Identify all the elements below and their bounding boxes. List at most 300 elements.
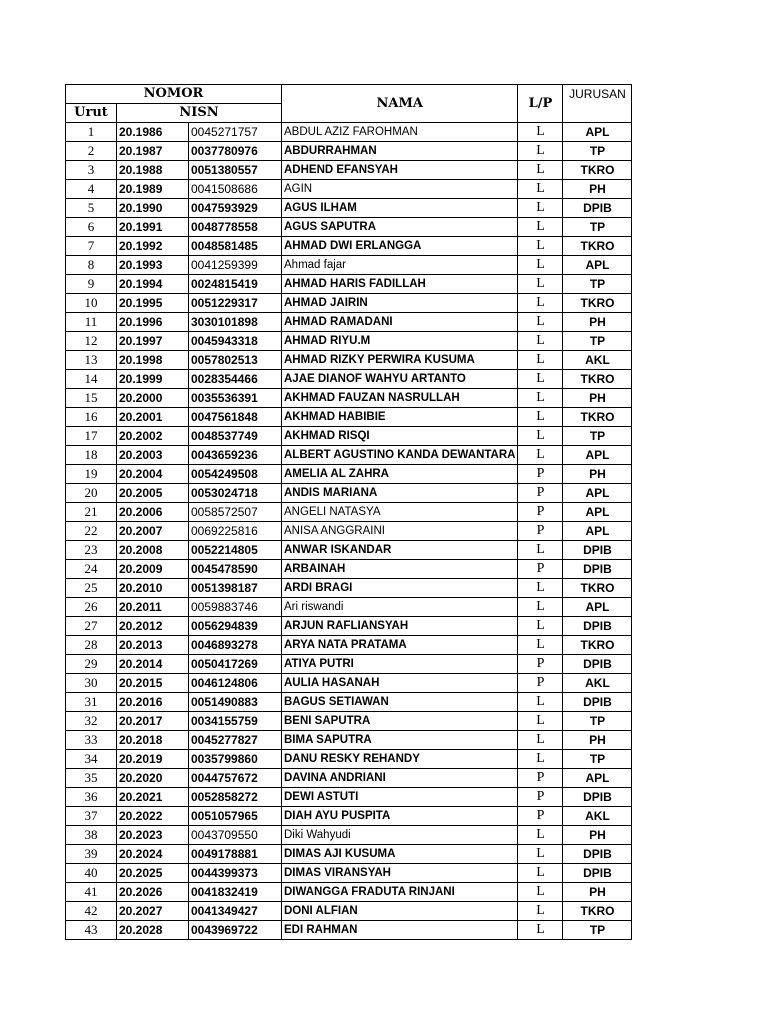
table-row — [66, 313, 632, 332]
table-row — [66, 503, 632, 522]
cell-nama: ANGELI NATASYA — [282, 503, 518, 522]
cell-lp: L — [518, 845, 563, 864]
cell-nama: Diki Wahyudi — [282, 826, 518, 845]
cell-lp: P — [518, 465, 563, 484]
cell-nisn: 0052858272 — [189, 788, 282, 807]
cell-nisn: 0035799860 — [189, 750, 282, 769]
table-row — [66, 674, 632, 693]
cell-nama: AJAE DIANOF WAHYU ARTANTO — [282, 370, 518, 389]
cell-nama: DIWANGGA FRADUTA RINJANI — [282, 883, 518, 902]
table-row — [66, 142, 632, 161]
cell-jurusan: APL — [563, 484, 632, 503]
cell-jurusan: AKL — [563, 674, 632, 693]
cell-nisn: 0049178881 — [189, 845, 282, 864]
cell-nama: ARDI BRAGI — [282, 579, 518, 598]
cell-nisn: 0048537749 — [189, 427, 282, 446]
table-row — [66, 370, 632, 389]
table-row — [66, 465, 632, 484]
cell-lp: L — [518, 427, 563, 446]
cell-nomor: 20.2028 — [117, 921, 189, 940]
cell-jurusan: PH — [563, 180, 632, 199]
cell-nomor: 20.2004 — [117, 465, 189, 484]
cell-lp: L — [518, 541, 563, 560]
table-row — [66, 199, 632, 218]
cell-nama: AKHMAD RISQI — [282, 427, 518, 446]
cell-jurusan: TP — [563, 427, 632, 446]
cell-jurusan: TKRO — [563, 636, 632, 655]
cell-nisn: 0051229317 — [189, 294, 282, 313]
cell-nama: AHMAD JAIRIN — [282, 294, 518, 313]
cell-nisn: 0051398187 — [189, 579, 282, 598]
cell-nama: Ahmad fajar — [282, 256, 518, 275]
cell-urut: 43 — [66, 921, 117, 940]
cell-lp: L — [518, 731, 563, 750]
cell-urut: 24 — [66, 560, 117, 579]
cell-jurusan: DPIB — [563, 845, 632, 864]
cell-lp: P — [518, 655, 563, 674]
cell-nama: ARYA NATA PRATAMA — [282, 636, 518, 655]
cell-lp: L — [518, 332, 563, 351]
cell-lp: L — [518, 370, 563, 389]
cell-jurusan: DPIB — [563, 788, 632, 807]
cell-nisn: 0046893278 — [189, 636, 282, 655]
cell-nomor: 20.2006 — [117, 503, 189, 522]
cell-nama: AKHMAD FAUZAN NASRULLAH — [282, 389, 518, 408]
cell-lp: L — [518, 598, 563, 617]
cell-nomor: 20.2017 — [117, 712, 189, 731]
cell-urut: 42 — [66, 902, 117, 921]
cell-jurusan: TP — [563, 921, 632, 940]
cell-jurusan: DPIB — [563, 655, 632, 674]
cell-jurusan: DPIB — [563, 541, 632, 560]
cell-jurusan: DPIB — [563, 560, 632, 579]
cell-lp: L — [518, 199, 563, 218]
cell-lp: P — [518, 788, 563, 807]
cell-jurusan: APL — [563, 769, 632, 788]
table-row — [66, 256, 632, 275]
cell-urut: 40 — [66, 864, 117, 883]
cell-jurusan: APL — [563, 503, 632, 522]
cell-nomor: 20.2011 — [117, 598, 189, 617]
cell-urut: 17 — [66, 427, 117, 446]
cell-nama: AHMAD RIYU.M — [282, 332, 518, 351]
cell-urut: 7 — [66, 237, 117, 256]
cell-urut: 36 — [66, 788, 117, 807]
cell-urut: 29 — [66, 655, 117, 674]
cell-nomor: 20.2015 — [117, 674, 189, 693]
cell-jurusan: TP — [563, 712, 632, 731]
cell-nisn: 0045943318 — [189, 332, 282, 351]
cell-lp: L — [518, 826, 563, 845]
table-row — [66, 522, 632, 541]
cell-nomor: 20.1991 — [117, 218, 189, 237]
table-row — [66, 807, 632, 826]
cell-lp: L — [518, 218, 563, 237]
table-row — [66, 484, 632, 503]
header-jurusan: JURUSAN — [563, 85, 632, 123]
cell-nomor: 20.1993 — [117, 256, 189, 275]
cell-nomor: 20.2007 — [117, 522, 189, 541]
cell-urut: 41 — [66, 883, 117, 902]
cell-nomor: 20.2008 — [117, 541, 189, 560]
cell-nama: AMELIA AL ZAHRA — [282, 465, 518, 484]
table-row — [66, 731, 632, 750]
cell-nisn: 0041349427 — [189, 902, 282, 921]
cell-nama: ANDIS MARIANA — [282, 484, 518, 503]
table-row — [66, 598, 632, 617]
cell-urut: 25 — [66, 579, 117, 598]
cell-nomor: 20.1990 — [117, 199, 189, 218]
cell-nomor: 20.2023 — [117, 826, 189, 845]
table-row — [66, 693, 632, 712]
cell-nisn: 0028354466 — [189, 370, 282, 389]
cell-nama: DEWI ASTUTI — [282, 788, 518, 807]
cell-urut: 30 — [66, 674, 117, 693]
cell-nomor: 20.1999 — [117, 370, 189, 389]
cell-lp: P — [518, 522, 563, 541]
cell-urut: 34 — [66, 750, 117, 769]
cell-lp: L — [518, 123, 563, 142]
cell-urut: 23 — [66, 541, 117, 560]
cell-nisn: 0047593929 — [189, 199, 282, 218]
cell-nama: AKHMAD HABIBIE — [282, 408, 518, 427]
header-nisn: NISN — [117, 104, 282, 123]
table-row — [66, 864, 632, 883]
cell-nomor: 20.2022 — [117, 807, 189, 826]
cell-nomor: 20.2016 — [117, 693, 189, 712]
cell-nama: AHMAD RAMADANI — [282, 313, 518, 332]
cell-urut: 15 — [66, 389, 117, 408]
cell-nisn: 0024815419 — [189, 275, 282, 294]
student-table — [65, 84, 632, 940]
table-body — [66, 123, 632, 940]
cell-jurusan: APL — [563, 446, 632, 465]
table-row — [66, 275, 632, 294]
cell-nisn: 0051490883 — [189, 693, 282, 712]
table-row — [66, 788, 632, 807]
cell-nisn: 0058572507 — [189, 503, 282, 522]
cell-urut: 6 — [66, 218, 117, 237]
cell-nisn: 0035536391 — [189, 389, 282, 408]
cell-nomor: 20.2002 — [117, 427, 189, 446]
cell-nama: ANISA ANGGRAINI — [282, 522, 518, 541]
cell-nama: BAGUS SETIAWAN — [282, 693, 518, 712]
cell-urut: 14 — [66, 370, 117, 389]
cell-lp: P — [518, 769, 563, 788]
cell-nisn: 0043969722 — [189, 921, 282, 940]
cell-lp: L — [518, 636, 563, 655]
cell-urut: 8 — [66, 256, 117, 275]
cell-nisn: 0044399373 — [189, 864, 282, 883]
table-row — [66, 826, 632, 845]
cell-lp: L — [518, 864, 563, 883]
cell-nisn: 0069225816 — [189, 522, 282, 541]
cell-jurusan: TKRO — [563, 902, 632, 921]
cell-nomor: 20.2012 — [117, 617, 189, 636]
cell-jurusan: TP — [563, 750, 632, 769]
cell-urut: 39 — [66, 845, 117, 864]
cell-nomor: 20.2020 — [117, 769, 189, 788]
cell-nama: ALBERT AGUSTINO KANDA DEWANTARA — [282, 446, 518, 465]
cell-nisn: 0041259399 — [189, 256, 282, 275]
cell-nama: ADHEND EFANSYAH — [282, 161, 518, 180]
cell-nama: DANU RESKY REHANDY — [282, 750, 518, 769]
cell-nomor: 20.2010 — [117, 579, 189, 598]
cell-nomor: 20.1988 — [117, 161, 189, 180]
cell-jurusan: DPIB — [563, 693, 632, 712]
cell-jurusan: TKRO — [563, 408, 632, 427]
cell-nisn: 0056294839 — [189, 617, 282, 636]
cell-nomor: 20.2026 — [117, 883, 189, 902]
cell-lp: L — [518, 237, 563, 256]
cell-lp: L — [518, 921, 563, 940]
header-lp: L/P — [518, 85, 563, 123]
cell-lp: P — [518, 807, 563, 826]
cell-nisn: 0054249508 — [189, 465, 282, 484]
table-row — [66, 123, 632, 142]
cell-nama: AHMAD RIZKY PERWIRA KUSUMA — [282, 351, 518, 370]
cell-nisn: 0041832419 — [189, 883, 282, 902]
cell-nomor: 20.1998 — [117, 351, 189, 370]
cell-nisn: 0051057965 — [189, 807, 282, 826]
cell-jurusan: TKRO — [563, 294, 632, 313]
cell-nomor: 20.1987 — [117, 142, 189, 161]
cell-jurusan: PH — [563, 313, 632, 332]
cell-lp: L — [518, 408, 563, 427]
cell-nisn: 0034155759 — [189, 712, 282, 731]
cell-lp: P — [518, 484, 563, 503]
cell-nomor: 20.2021 — [117, 788, 189, 807]
cell-jurusan: PH — [563, 883, 632, 902]
cell-lp: L — [518, 883, 563, 902]
cell-urut: 26 — [66, 598, 117, 617]
table-row — [66, 180, 632, 199]
cell-nama: ARJUN RAFLIANSYAH — [282, 617, 518, 636]
cell-urut: 11 — [66, 313, 117, 332]
cell-lp: L — [518, 256, 563, 275]
table-row — [66, 750, 632, 769]
cell-urut: 13 — [66, 351, 117, 370]
cell-nomor: 20.2014 — [117, 655, 189, 674]
cell-jurusan: PH — [563, 731, 632, 750]
cell-jurusan: DPIB — [563, 199, 632, 218]
cell-lp: L — [518, 902, 563, 921]
cell-nomor: 20.2009 — [117, 560, 189, 579]
cell-urut: 38 — [66, 826, 117, 845]
table-row — [66, 921, 632, 940]
table-row — [66, 408, 632, 427]
cell-jurusan: APL — [563, 123, 632, 142]
table-header — [66, 85, 632, 123]
cell-nama: AHMAD HARIS FADILLAH — [282, 275, 518, 294]
cell-nisn: 0051380557 — [189, 161, 282, 180]
cell-lp: L — [518, 712, 563, 731]
cell-nomor: 20.1992 — [117, 237, 189, 256]
cell-nomor: 20.2013 — [117, 636, 189, 655]
cell-nomor: 20.2018 — [117, 731, 189, 750]
table-row — [66, 845, 632, 864]
table-row — [66, 560, 632, 579]
cell-nama: ATIYA PUTRI — [282, 655, 518, 674]
cell-nomor: 20.2024 — [117, 845, 189, 864]
cell-nama: AHMAD DWI ERLANGGA — [282, 237, 518, 256]
cell-lp: L — [518, 313, 563, 332]
cell-jurusan: PH — [563, 826, 632, 845]
cell-jurusan: TKRO — [563, 237, 632, 256]
header-nama: NAMA — [282, 85, 518, 123]
table-row — [66, 161, 632, 180]
cell-nama: DIMAS AJI KUSUMA — [282, 845, 518, 864]
cell-nama: AGIN — [282, 180, 518, 199]
table-row — [66, 617, 632, 636]
cell-jurusan: PH — [563, 389, 632, 408]
cell-jurusan: APL — [563, 522, 632, 541]
cell-nama: AGUS ILHAM — [282, 199, 518, 218]
cell-nomor: 20.2001 — [117, 408, 189, 427]
cell-urut: 20 — [66, 484, 117, 503]
cell-urut: 27 — [66, 617, 117, 636]
cell-nomor: 20.2027 — [117, 902, 189, 921]
cell-urut: 18 — [66, 446, 117, 465]
table-row — [66, 351, 632, 370]
cell-nomor: 20.1986 — [117, 123, 189, 142]
cell-nama: ABDUL AZIZ FAROHMAN — [282, 123, 518, 142]
table-row — [66, 294, 632, 313]
cell-jurusan: AKL — [563, 351, 632, 370]
cell-urut: 1 — [66, 123, 117, 142]
table-row — [66, 237, 632, 256]
cell-jurusan: TP — [563, 142, 632, 161]
cell-urut: 33 — [66, 731, 117, 750]
cell-jurusan: TKRO — [563, 161, 632, 180]
cell-nama: DONI ALFIAN — [282, 902, 518, 921]
cell-lp: P — [518, 560, 563, 579]
cell-nama: BIMA SAPUTRA — [282, 731, 518, 750]
table-row — [66, 579, 632, 598]
cell-lp: L — [518, 294, 563, 313]
cell-urut: 3 — [66, 161, 117, 180]
cell-nama: ANWAR ISKANDAR — [282, 541, 518, 560]
cell-urut: 2 — [66, 142, 117, 161]
cell-lp: L — [518, 161, 563, 180]
table-row — [66, 427, 632, 446]
cell-nisn: 0046124806 — [189, 674, 282, 693]
cell-lp: L — [518, 142, 563, 161]
cell-urut: 32 — [66, 712, 117, 731]
cell-lp: L — [518, 180, 563, 199]
cell-urut: 12 — [66, 332, 117, 351]
cell-jurusan: PH — [563, 465, 632, 484]
cell-nisn: 0041508686 — [189, 180, 282, 199]
cell-jurusan: TKRO — [563, 370, 632, 389]
cell-nisn: 0043709550 — [189, 826, 282, 845]
cell-nomor: 20.2000 — [117, 389, 189, 408]
cell-nomor: 20.1996 — [117, 313, 189, 332]
cell-jurusan: DPIB — [563, 864, 632, 883]
cell-lp: L — [518, 275, 563, 294]
cell-lp: L — [518, 389, 563, 408]
cell-urut: 5 — [66, 199, 117, 218]
cell-nama: Ari riswandi — [282, 598, 518, 617]
cell-urut: 31 — [66, 693, 117, 712]
table-row — [66, 389, 632, 408]
cell-jurusan: APL — [563, 598, 632, 617]
cell-nisn: 0044757672 — [189, 769, 282, 788]
cell-nomor: 20.1989 — [117, 180, 189, 199]
cell-nisn: 0052214805 — [189, 541, 282, 560]
cell-nama: AGUS SAPUTRA — [282, 218, 518, 237]
table-row — [66, 541, 632, 560]
cell-nisn: 0037780976 — [189, 142, 282, 161]
cell-jurusan: TP — [563, 332, 632, 351]
cell-urut: 19 — [66, 465, 117, 484]
cell-lp: L — [518, 617, 563, 636]
cell-urut: 35 — [66, 769, 117, 788]
cell-jurusan: APL — [563, 256, 632, 275]
cell-nisn: 0048581485 — [189, 237, 282, 256]
cell-jurusan: DPIB — [563, 617, 632, 636]
table-row — [66, 655, 632, 674]
table-row — [66, 902, 632, 921]
cell-urut: 28 — [66, 636, 117, 655]
cell-nomor: 20.1994 — [117, 275, 189, 294]
cell-nisn: 0057802513 — [189, 351, 282, 370]
cell-urut: 10 — [66, 294, 117, 313]
cell-jurusan: TKRO — [563, 579, 632, 598]
table-row — [66, 446, 632, 465]
cell-urut: 4 — [66, 180, 117, 199]
cell-lp: L — [518, 579, 563, 598]
cell-lp: P — [518, 503, 563, 522]
cell-urut: 9 — [66, 275, 117, 294]
cell-nisn: 0045277827 — [189, 731, 282, 750]
cell-lp: L — [518, 446, 563, 465]
cell-jurusan: TP — [563, 218, 632, 237]
cell-jurusan: TP — [563, 275, 632, 294]
header-nomor: NOMOR — [66, 85, 282, 104]
cell-urut: 16 — [66, 408, 117, 427]
cell-nama: ARBAINAH — [282, 560, 518, 579]
table-row — [66, 883, 632, 902]
cell-nomor: 20.2003 — [117, 446, 189, 465]
cell-nisn: 0050417269 — [189, 655, 282, 674]
cell-nisn: 0059883746 — [189, 598, 282, 617]
cell-urut: 21 — [66, 503, 117, 522]
cell-lp: P — [518, 674, 563, 693]
cell-nisn: 0047561848 — [189, 408, 282, 427]
cell-nisn: 0053024718 — [189, 484, 282, 503]
cell-nama: EDI RAHMAN — [282, 921, 518, 940]
cell-lp: L — [518, 693, 563, 712]
cell-jurusan: AKL — [563, 807, 632, 826]
cell-urut: 22 — [66, 522, 117, 541]
table-row — [66, 769, 632, 788]
cell-nama: BENI SAPUTRA — [282, 712, 518, 731]
table-row — [66, 636, 632, 655]
cell-nama: DIAH AYU PUSPITA — [282, 807, 518, 826]
cell-nomor: 20.1997 — [117, 332, 189, 351]
cell-nomor: 20.1995 — [117, 294, 189, 313]
table-row — [66, 218, 632, 237]
table-row — [66, 712, 632, 731]
cell-nisn: 0048778558 — [189, 218, 282, 237]
cell-nisn: 0045271757 — [189, 123, 282, 142]
cell-nomor: 20.2019 — [117, 750, 189, 769]
table-row — [66, 332, 632, 351]
cell-nama: AULIA HASANAH — [282, 674, 518, 693]
cell-lp: L — [518, 750, 563, 769]
cell-nisn: 3030101898 — [189, 313, 282, 332]
